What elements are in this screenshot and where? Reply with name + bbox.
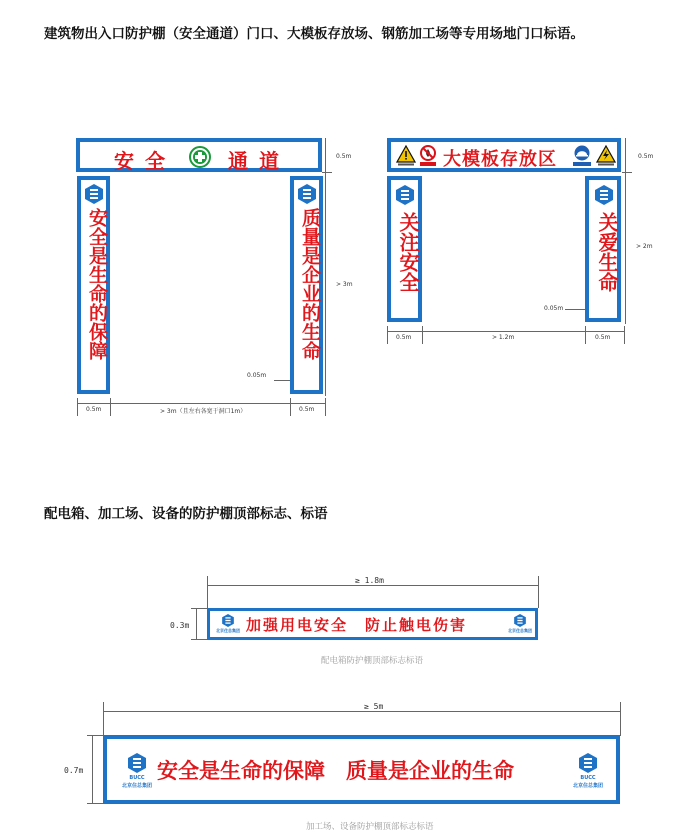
banner-workshop-board (103, 735, 620, 804)
formwork-left-column (387, 176, 422, 322)
banner-power-safety-caption: 配电箱防护棚顶部标志标语 (321, 656, 424, 666)
dimension-line (196, 608, 197, 640)
safety-passage-top-board (76, 138, 322, 172)
banner-workshop-slogan: 安全是生命的保障 质量是企业的生命 (157, 759, 514, 783)
dimension-tick (325, 398, 326, 416)
dimension-tick (622, 172, 632, 173)
dimension-tick (191, 639, 207, 640)
dimension-label-height: 0.3m (170, 621, 190, 630)
left-column-slogan: 安全是生命的保障 (86, 208, 108, 360)
dimension-tick (110, 398, 111, 416)
dimension-tick (290, 398, 291, 416)
dimension-tick (77, 398, 78, 416)
brand-name: 北京住总集团 (121, 783, 152, 789)
brand-name: 北京住总集团 (508, 628, 532, 633)
bucc-logo-icon (85, 184, 103, 208)
section-heading-canopy: 配电箱、加工场、设备的防护棚顶部标志、标语 (44, 506, 328, 522)
dimension-tick (624, 326, 625, 344)
dimension-tick (87, 735, 103, 736)
brand-name: 北京住总集团 (216, 628, 240, 633)
dimension-label-width: ≥ 1.8m (355, 576, 384, 585)
dimension-label-left-width: 0.5m (396, 334, 412, 341)
dimension-leader (565, 309, 585, 310)
dimension-label-opening: > 1.2m (492, 334, 515, 341)
dimension-tick (207, 576, 208, 608)
banner-workshop-caption: 加工场、设备防护棚顶部标志标语 (306, 822, 434, 832)
dimension-tick (538, 576, 539, 608)
dimension-leader (274, 380, 290, 381)
formwork-right-column (585, 176, 621, 322)
top-board-label-left: 安 全 (114, 149, 167, 173)
no-fire-icon (419, 145, 437, 171)
dimension-line (77, 403, 326, 404)
banner-power-safety-board (207, 608, 538, 640)
formwork-right-slogan: 关爱生命 (595, 212, 619, 292)
wear-helmet-icon (572, 145, 592, 171)
formwork-top-board (387, 138, 621, 172)
electric-warning-icon (596, 145, 616, 171)
dimension-line (207, 585, 538, 586)
safety-passage-right-column (290, 176, 323, 394)
brand-name: 北京住总集团 (572, 783, 603, 789)
dimension-label-right-width: 0.5m (299, 406, 315, 413)
dimension-label-top-height: 0.5m (638, 153, 654, 160)
dimension-label-width: ≥ 5m (364, 702, 384, 711)
formwork-area-title: 大模板存放区 (443, 149, 557, 170)
warning-triangle-icon (396, 145, 416, 171)
dimension-label-right-width: 0.5m (595, 334, 611, 341)
bucc-logo-icon (508, 614, 532, 627)
top-board-label-right: 通 道 (228, 149, 281, 173)
dimension-line (92, 735, 93, 804)
bucc-logo-icon (216, 614, 240, 627)
dimension-label-opening: > 3m（且左右各宽于洞口1m） (160, 408, 247, 415)
dimension-label-left-width: 0.5m (86, 406, 102, 413)
green-cross-safety-icon (189, 146, 211, 172)
bucc-logo-icon (396, 185, 414, 209)
dimension-tick (87, 803, 103, 804)
dimension-tick (387, 326, 388, 344)
dimension-tick (422, 326, 423, 344)
bucc-logo-icon (570, 753, 606, 773)
dimension-tick (103, 702, 104, 736)
bucc-logo-icon (119, 753, 155, 773)
right-column-slogan: 质量是企业的生命 (299, 208, 321, 360)
dimension-label-height: 0.7m (64, 766, 84, 775)
bucc-logo-icon (595, 185, 613, 209)
dimension-tick (191, 608, 207, 609)
brand-short: BUCC (129, 775, 145, 781)
dimension-label-border: 0.05m (247, 372, 267, 379)
section-heading-entrance: 建筑物出入口防护棚（安全通道）门口、大模板存放场、钢筋加工场等专用场地门口标语。 (44, 26, 584, 42)
dimension-tick (620, 702, 621, 736)
dimension-label-top-height: 0.5m (336, 153, 352, 160)
dimension-label-border: 0.05m (544, 305, 564, 312)
dimension-tick (322, 172, 332, 173)
dimension-label-side-height: > 2m (636, 243, 653, 250)
dimension-line (325, 138, 326, 396)
banner-power-safety-slogan: 加强用电安全 防止触电伤害 (246, 616, 468, 634)
dimension-line (625, 138, 626, 324)
formwork-left-slogan: 关注安全 (396, 212, 420, 292)
safety-passage-left-column (77, 176, 110, 394)
dimension-line (103, 711, 620, 712)
bucc-logo-icon (298, 184, 316, 208)
dimension-tick (585, 326, 586, 344)
dimension-label-side-height: > 3m (336, 281, 353, 288)
brand-short: BUCC (580, 775, 596, 781)
